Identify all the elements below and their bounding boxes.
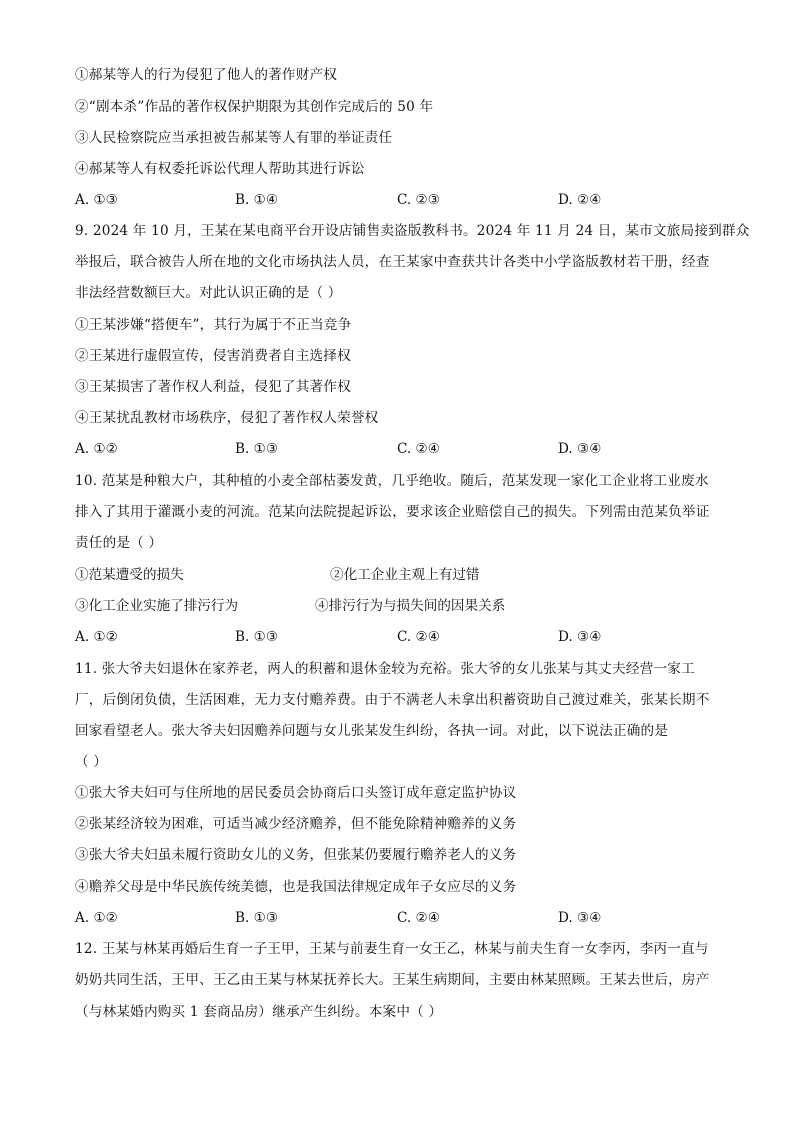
q9-stem-line-3: 非法经营数额巨大。对此认识正确的是（ ） (75, 285, 342, 301)
q9-stem-line-1: 9. 2024 年 10 月，王某在某电商平台开设店铺售卖盗版教科书。2024 年 11 月 24 日，某市文旅局接到群众 (75, 223, 750, 239)
q11-statement-2: ②张某经济较为困难，可适当减少经济赡养，但不能免除精神赡养的义务 (75, 816, 517, 832)
prev-option-a: A. ①③ (75, 192, 118, 208)
q10-statements-row-1 (75, 566, 725, 584)
prev-option-d: D. ②④ (558, 192, 602, 208)
prev-statement-4: ④郝某等人有权委托诉讼代理人帮助其进行诉讼 (75, 161, 365, 177)
q11-option-b: B. ①③ (235, 910, 279, 926)
prev-statement-3: ③人民检察院应当承担被告郝某等人有罪的举证责任 (75, 130, 393, 146)
q11-stem-line-3: 回家看望老人。张大爷夫妇因赡养问题与女儿张某发生纠纷，各执一词。对此，以下说法正确的是 (75, 723, 669, 739)
q12-stem-line-3: （与林某婚内购买 1 套商品房）继承产生纠纷。本案中（ ） (75, 1004, 443, 1020)
q10-option-c: C. ②④ (397, 629, 440, 645)
q10-stem-line-1: 10. 范某是种粮大户，其种植的小麦全部枯萎发黄，几乎绝收。随后，范某发现一家化工企业将工业废水 (75, 473, 709, 489)
q11-statement-3: ③张大爷夫妇虽未履行资助女儿的义务，但张某仍要履行赡养老人的义务 (75, 847, 517, 863)
q9-stem-line-2: 举报后，联合被告人所在地的文化市场执法人员，在王某家中查获共计各类中小学盗版教材若干册，经查 (75, 254, 710, 270)
q9-option-c: C. ②④ (397, 441, 440, 457)
q11-options (75, 909, 725, 927)
prev-statement-1: ①郝某等人的行为侵犯了他人的著作财产权 (75, 67, 338, 83)
q10-statement-4: ④排污行为与损失间的因果关系 (315, 598, 506, 614)
prev-options (75, 191, 725, 209)
q11-stem-line-4: （ ） (75, 754, 108, 770)
q9-option-a: A. ①② (75, 441, 118, 457)
prev-statement-2: ②“剧本杀”作品的著作权保护期限为其创作完成后的 50 年 (75, 99, 434, 115)
q12-stem-line-1: 12. 王某与林某再婚后生育一子王甲，王某与前妻生育一女王乙，林某与前夫生育一女李丙，李丙一直与 (75, 941, 709, 957)
q12-stem-line-2: 奶奶共同生活，王甲、王乙由王某与林某抚养长大。王某生病期间，主要由林某照顾。王某去世后，房产 (75, 972, 710, 988)
q10-option-d: D. ③④ (558, 629, 602, 645)
q11-statement-4: ④赡养父母是中华民族传统美德，也是我国法律规定成年子女应尽的义务 (75, 879, 517, 895)
q10-stem-line-3: 责任的是（ ） (75, 535, 163, 551)
q10-statement-3: ③化工企业实施了排污行为 (75, 598, 239, 614)
q10-stem-line-2: 排入了其用于灌溉小麦的河流。范某向法院提起诉讼，要求该企业赔偿自己的损失。下列需由范某负举证 (75, 504, 710, 520)
q11-option-c: C. ②④ (397, 910, 440, 926)
prev-option-b: B. ①④ (235, 192, 279, 208)
q11-statement-1: ①张大爷夫妇可与住所地的居民委员会协商后口头签订成年意定监护协议 (75, 785, 517, 801)
q9-statement-1: ①王某涉嫌“搭便车”，其行为属于不正当竞争 (75, 317, 352, 333)
q11-stem-line-1: 11. 张大爷夫妇退休在家养老，两人的积蓄和退休金较为充裕。张大爷的女儿张某与其丈夫经营一家工 (75, 661, 695, 677)
q10-statements-row-2 (75, 597, 725, 615)
q11-stem-line-2: 厂，后倒闭负债，生活困难，无力支付赡养费。由于不满老人未拿出积蓄资助自己渡过难关，张某长期不 (75, 692, 710, 708)
q10-options (75, 628, 725, 646)
q10-option-b: B. ①③ (235, 629, 279, 645)
q11-option-d: D. ③④ (558, 910, 602, 926)
q11-option-a: A. ①② (75, 910, 118, 926)
prev-option-c: C. ②③ (397, 192, 440, 208)
q9-statement-2: ②王某进行虚假宣传，侵害消费者自主选择权 (75, 348, 351, 364)
q10-statement-1: ①范某遭受的损失 (75, 567, 184, 583)
q9-option-d: D. ③④ (558, 441, 602, 457)
q10-statement-2: ②化工企业主观上有过错 (330, 567, 480, 583)
q9-statement-4: ④王某扰乱教材市场秩序，侵犯了著作权人荣誉权 (75, 410, 379, 426)
q10-option-a: A. ①② (75, 629, 118, 645)
q9-option-b: B. ①③ (235, 441, 279, 457)
q9-options (75, 440, 725, 458)
q9-statement-3: ③王某损害了著作权人利益，侵犯了其著作权 (75, 379, 351, 395)
